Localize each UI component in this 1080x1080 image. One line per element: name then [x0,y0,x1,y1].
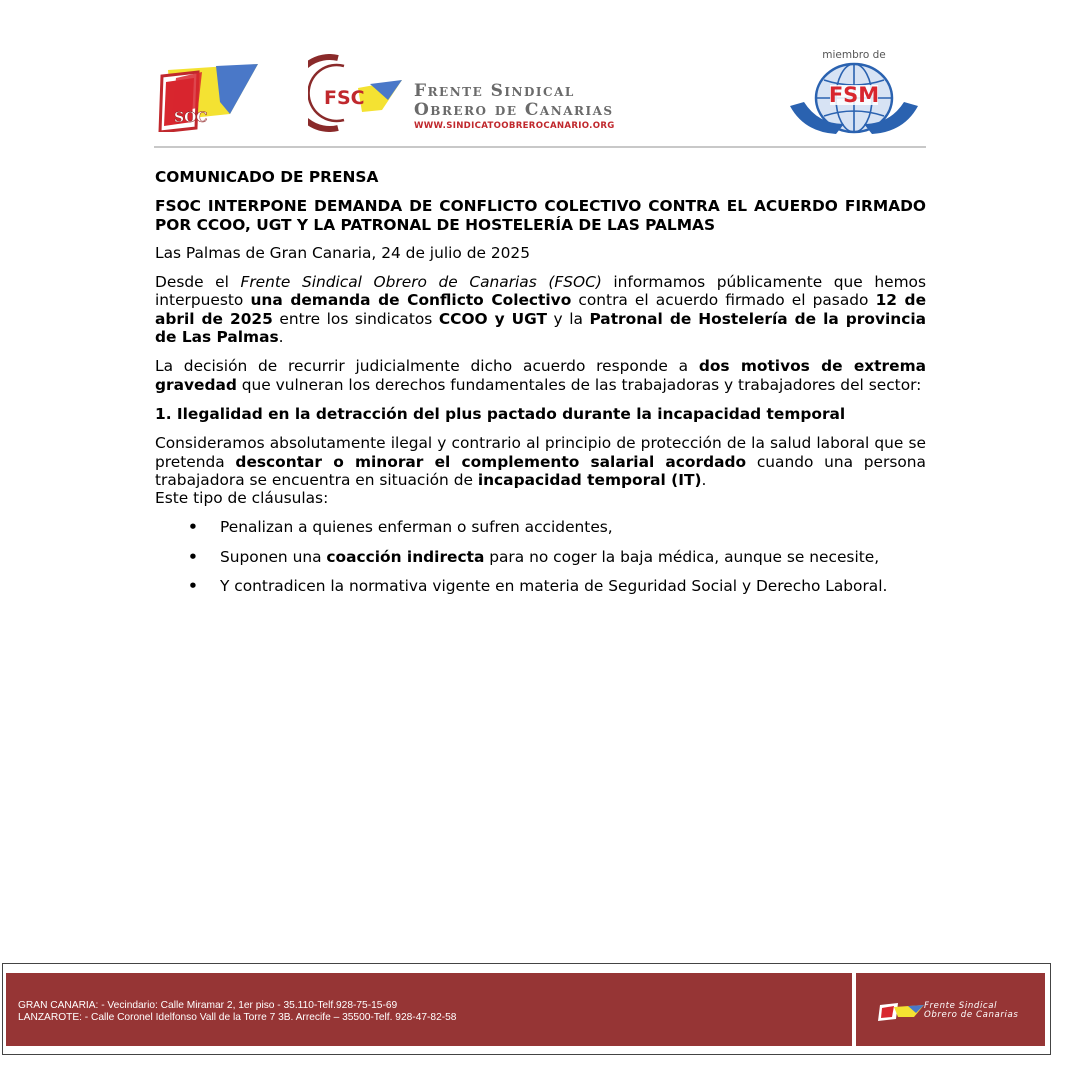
paragraph-2: La decisión de recurrir judicialmente dicho acuerdo responde a dos motivos de extrema gravedad que vulneran los derechos fundamentales de las trabajadoras y trabajadores del sector: [155,357,926,394]
footer-address-lanzarote: LANZAROTE: - Calle Coronel Idelfonso Vall de la Torre 7 3B. Arrecife – 35500-Telf. 928-47-82-58 [18,1012,457,1023]
fsm-globe-logo-icon [784,62,924,140]
fsm-membership-caption: miembro de [822,49,886,61]
letterhead [150,40,928,148]
header-divider [154,146,926,148]
press-heading: COMUNICADO DE PRENSA [155,168,379,186]
list-item: • Suponen una coacción indirecta para no coger la baja médica, aunque se necesite, [188,547,880,566]
footer-brand [876,1001,1036,1023]
bullet-icon: • [188,547,198,566]
paragraph-1: Desde el Frente Sindical Obrero de Canarias (FSOC) informamos públicamente que hemos interpuesto una demanda de Conflicto Colectivo contra el acuerdo firmado el pasado 12 de abril de 2025 entre los sindicatos CCOO y UGT y la Patronal de Hostelería de la provincia de Las Palmas. [155,273,927,347]
footer [2,963,1051,1055]
soc-logo-icon [158,62,264,132]
paragraph-3: Consideramos absolutamente ilegal y contrario al principio de protección de la salud laboral que se pretenda descontar o minorar el complemento salarial acordado cuando una persona trabajadora se encuentra en situación de incapacidad temporal (IT). [155,434,926,489]
svg-text:FSC: FSC [324,87,365,109]
svg-text:SOC: SOC [174,110,208,126]
section-1-heading: 1. Ilegalidad en la detracción del plus pactado durante la incapacidad temporal [155,404,846,423]
footer-brand-band [856,973,1045,1046]
date-line: Las Palmas de Gran Canaria, 24 de julio de 2025 [155,243,530,262]
press-release-body [155,168,926,606]
organization-name [414,82,714,131]
footer-address-band [6,973,852,1046]
press-title: FSOC INTERPONE DEMANDA DE CONFLICTO COLECTIVO CONTRA EL ACUERDO FIRMADO POR CCOO, UGT Y LA PATRONAL DE HOSTELERÍA DE LAS PALMAS [155,197,926,234]
organization-name-line-1: Frente Sindical [414,81,575,101]
footer-brand-text: Frente Sindical Obrero de Canarias [924,1001,1019,1020]
bullet-icon: • [188,577,198,596]
list-item: • Y contradicen la normativa vigente en materia de Seguridad Social y Derecho Laboral. [188,577,888,596]
svg-text:FSM: FSM [828,83,880,107]
organization-name-line-2: Obrero de Canarias [414,100,614,120]
clause-effects-list [155,518,926,595]
footer-fsoc-logo-icon [876,1001,926,1023]
paragraph-3-tail: Este tipo de cláusulas: [155,489,329,508]
footer-addresses [18,1000,456,1024]
organization-url: WWW.SINDICATOOBREROCANARIO.ORG [414,121,615,131]
list-item: • Penalizan a quienes enferman o sufren accidentes, [188,518,613,537]
bullet-icon: • [188,518,198,537]
footer-address-gran-canaria: GRAN CANARIA: - Vecindario: Calle Miramar 2, 1er piso - 35.110-Telf.928-75-15-69 [18,1000,398,1011]
fsoc-logo-icon [308,54,404,132]
